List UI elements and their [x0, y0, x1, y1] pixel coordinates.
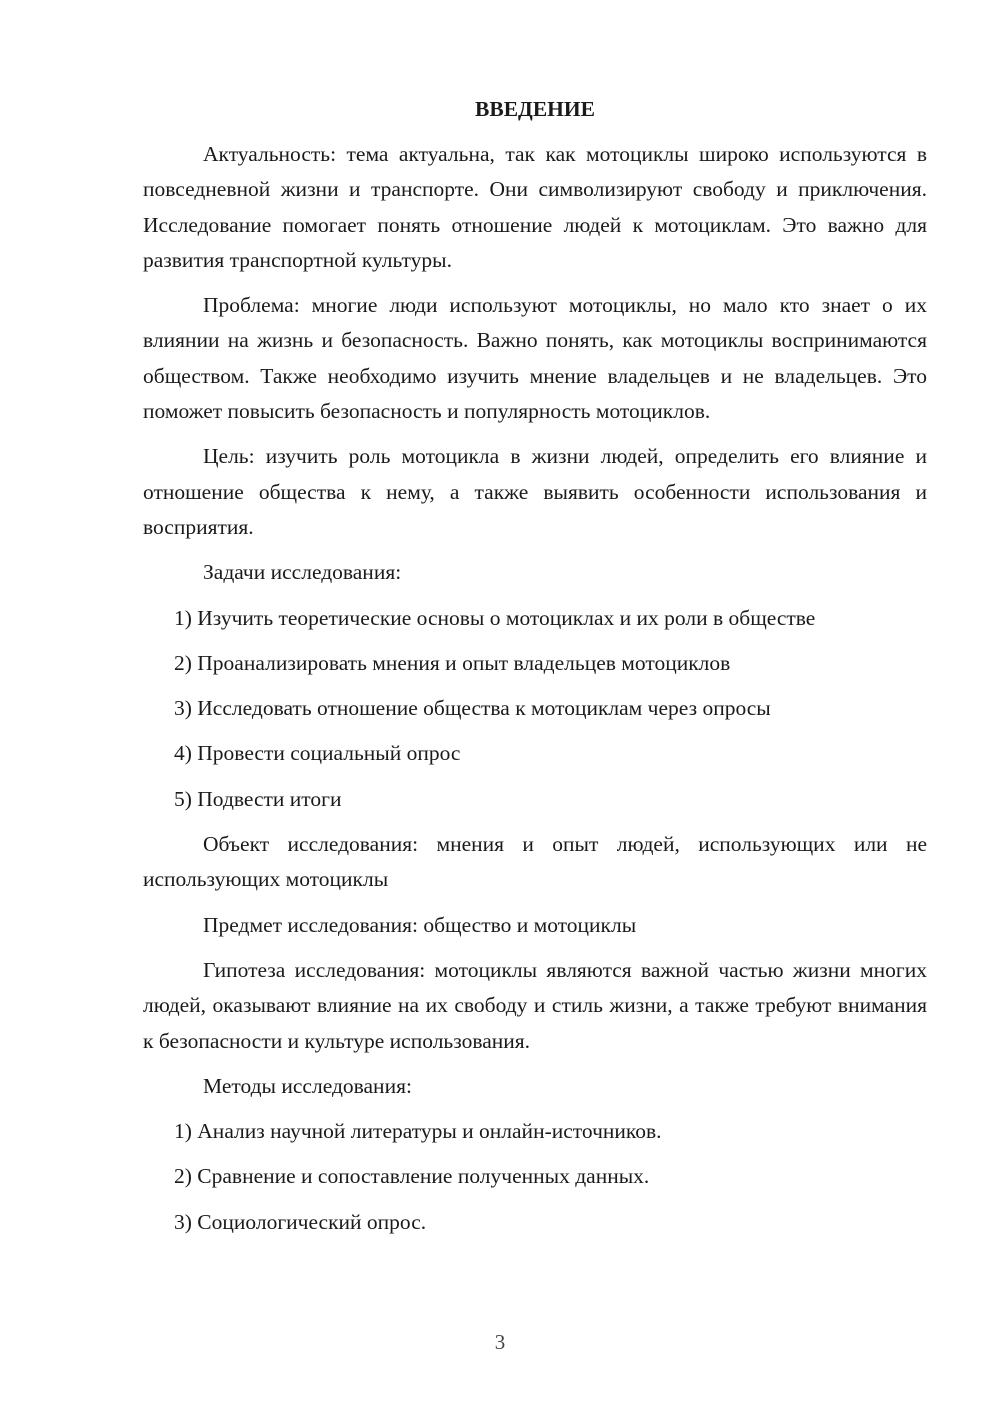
task-item: 5) Подвести итоги: [174, 786, 342, 811]
methods-list: [143, 1114, 927, 1240]
problem-paragraph: Проблема: многие люди используют мотоциклы, но мало кто знает о их влиянии на жизнь и безопасность. Важно понять, как мотоциклы воспринимаются обществом. Также необходимо изучить мнение владельцев и не владельцев. Это поможет повысить безопасность и популярность мотоциклов.: [143, 293, 927, 424]
task-item: 2) Проанализировать мнения и опыт владельцев мотоциклов: [174, 650, 731, 675]
relevance-paragraph: Актуальность: тема актуальна, так как мотоциклы широко используются в повседневной жизни и транспорте. Они символизируют свободу и приключения. Исследование помогает понять отношение людей к мотоциклам. Это важно для развития транспортной культуры.: [143, 142, 927, 272]
tasks-list: [143, 601, 927, 817]
task-item: 3) Исследовать отношение общества к мотоциклам через опросы: [174, 696, 771, 721]
methods-heading: Методы исследования:: [203, 1073, 412, 1098]
subject-paragraph: Предмет исследования: общество и мотоциклы: [203, 912, 637, 937]
hypothesis-paragraph: Гипотеза исследования: мотоциклы являются важной частью жизни многих людей, оказывают влияние на их свободу и стиль жизни, а также требуют внимания к безопасности и культуре использования.: [143, 957, 927, 1053]
page-number: 3: [494, 1330, 506, 1354]
document-title: ВВЕДЕНИЕ: [475, 97, 595, 121]
method-item: 3) Социологический опрос.: [174, 1209, 427, 1234]
document-page: [143, 92, 927, 1250]
task-item: 1) Изучить теоретические основы о мотоциклах и их роли в обществе: [174, 605, 816, 630]
tasks-heading: Задачи исследования:: [203, 560, 402, 585]
task-item: 4) Провести социальный опрос: [174, 741, 461, 766]
goal-paragraph: Цель: изучить роль мотоцикла в жизни людей, определить его влияние и отношение общества к нему, а также выявить особенности использования и восприятия.: [143, 444, 927, 539]
object-paragraph: Объект исследования: мнения и опыт людей, использующих или не использующих мотоциклы: [143, 832, 927, 892]
method-item: 2) Сравнение и сопоставление полученных данных.: [174, 1164, 650, 1189]
method-item: 1) Анализ научной литературы и онлайн-источников.: [174, 1119, 662, 1144]
